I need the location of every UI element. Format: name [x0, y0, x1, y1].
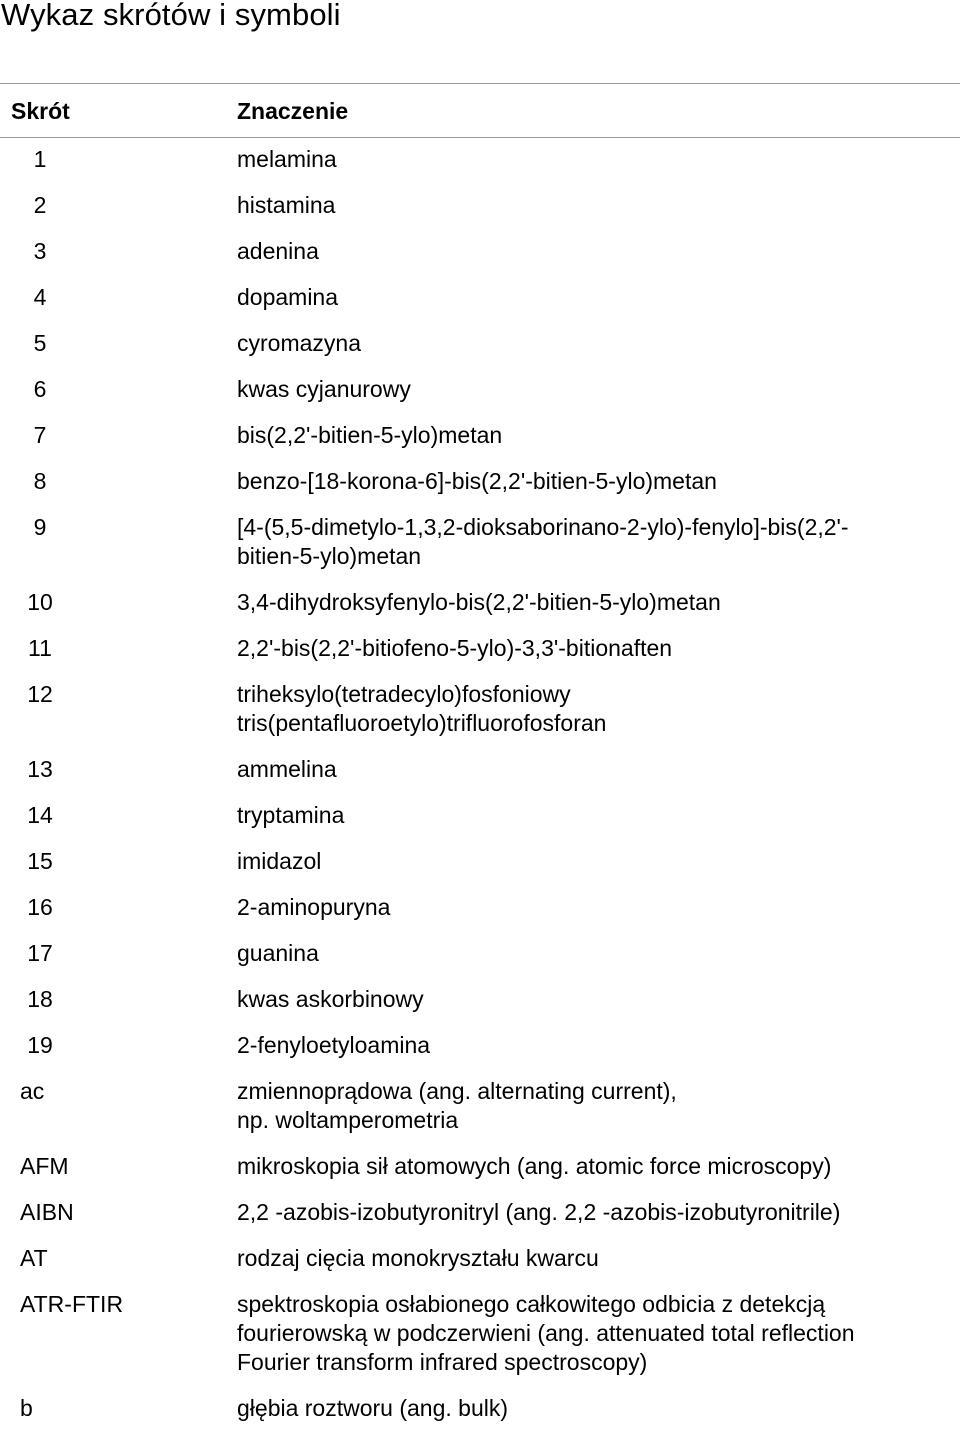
column-header-abbreviation: Skrót	[11, 98, 70, 124]
meaning-line: ammelina	[237, 756, 337, 782]
abbreviation-cell: 17	[27, 940, 53, 966]
abbreviation-cell: 19	[27, 1032, 53, 1058]
table-row	[0, 634, 960, 680]
meaning-cell	[237, 1244, 937, 1273]
table-top-rule	[0, 83, 960, 84]
meaning-cell	[237, 283, 937, 312]
meaning-line: rodzaj cięcia monokryształu kwarcu	[237, 1245, 599, 1271]
abbreviation-cell: 18	[27, 986, 53, 1012]
meaning-line: mikroskopia sił atomowych (ang. atomic force microscopy)	[237, 1153, 832, 1179]
meaning-cell	[237, 1152, 937, 1181]
meaning-line: tryptamina	[237, 802, 345, 828]
table-row	[0, 283, 960, 329]
meaning-cell	[237, 680, 937, 738]
meaning-line: zmiennoprądowa (ang. alternating current),	[237, 1078, 677, 1104]
abbreviation-cell: ac	[20, 1078, 45, 1104]
table-row	[0, 467, 960, 513]
table-row	[0, 513, 960, 588]
meaning-line: Fourier transform infrared spectroscopy)	[237, 1349, 648, 1375]
meaning-cell	[237, 801, 937, 830]
meaning-line: melamina	[237, 146, 337, 172]
meaning-cell	[237, 1077, 937, 1135]
meaning-line: np. woltamperometria	[237, 1107, 459, 1133]
table-row	[0, 421, 960, 467]
abbreviation-cell: 15	[27, 848, 53, 874]
table-row	[0, 893, 960, 939]
meaning-line: bis(2,2'-bitien-5-ylo)metan	[237, 422, 503, 448]
meaning-line: 2-fenyloetyloamina	[237, 1032, 431, 1058]
abbreviation-cell: 7	[33, 422, 47, 448]
abbreviation-cell: 11	[28, 635, 52, 661]
column-header-meaning: Znaczenie	[237, 98, 349, 124]
table-row	[0, 801, 960, 847]
abbreviation-cell: AIBN	[20, 1199, 74, 1225]
meaning-line: bitien-5-ylo)metan	[237, 543, 422, 569]
table-row	[0, 1290, 960, 1394]
table-row	[0, 939, 960, 985]
abbreviation-cell: b	[20, 1395, 33, 1421]
abbreviation-cell: 16	[27, 894, 53, 920]
abbreviation-cell: 14	[27, 802, 53, 828]
abbreviation-cell: 1	[33, 146, 47, 172]
table-row	[0, 145, 960, 191]
meaning-line: spektroskopia osłabionego całkowitego odbicia z detekcją	[237, 1291, 826, 1317]
table-row	[0, 680, 960, 755]
meaning-cell	[237, 421, 937, 450]
meaning-cell	[237, 513, 937, 571]
meaning-line: triheksylo(tetradecylo)fosfoniowy	[237, 681, 571, 707]
meaning-cell	[237, 375, 937, 404]
meaning-line: 2-aminopuryna	[237, 894, 391, 920]
abbreviation-cell: 12	[27, 681, 53, 707]
meaning-line: 3,4-dihydroksyfenylo-bis(2,2'-bitien-5-ylo)metan	[237, 589, 721, 615]
table-row	[0, 985, 960, 1031]
table-header-rule	[0, 137, 960, 138]
table-row	[0, 237, 960, 283]
meaning-line: guanina	[237, 940, 319, 966]
meaning-line: cyromazyna	[237, 330, 361, 356]
abbreviation-cell: AT	[20, 1245, 48, 1271]
meaning-cell	[237, 191, 937, 220]
meaning-cell	[237, 939, 937, 968]
abbreviation-cell: 4	[33, 284, 47, 310]
table-row	[0, 1394, 960, 1440]
meaning-cell	[237, 755, 937, 784]
abbreviation-cell: 13	[27, 756, 53, 782]
meaning-line: fourierowską w podczerwieni (ang. attenuated total reflection	[237, 1320, 855, 1346]
meaning-line: tris(pentafluoroetylo)trifluorofosforan	[237, 710, 607, 736]
meaning-cell	[237, 145, 937, 174]
abbreviation-cell: 6	[33, 376, 47, 402]
meaning-line: głębia roztworu (ang. bulk)	[237, 1395, 509, 1421]
table-row	[0, 1031, 960, 1077]
table-row	[0, 375, 960, 421]
meaning-line: dopamina	[237, 284, 339, 310]
abbreviation-cell: 8	[33, 468, 47, 494]
page-title: Wykaz skrótów i symboli	[1, 0, 341, 32]
abbreviation-cell: AFM	[20, 1153, 69, 1179]
meaning-line: [4-(5,5-dimetylo-1,3,2-dioksaborinano-2-ylo)-fenylo]-bis(2,2'-	[237, 514, 849, 540]
meaning-cell	[237, 329, 937, 358]
table-row	[0, 755, 960, 801]
meaning-line: imidazol	[237, 848, 322, 874]
abbreviation-cell: 10	[27, 589, 53, 615]
meaning-cell	[237, 588, 937, 617]
abbreviation-cell: 9	[33, 514, 47, 540]
table-row	[0, 847, 960, 893]
table-row	[0, 1077, 960, 1152]
meaning-cell	[237, 1290, 937, 1377]
abbreviation-cell: 2	[33, 192, 47, 218]
meaning-cell	[237, 467, 937, 496]
abbreviation-cell: ATR-FTIR	[20, 1291, 124, 1317]
table-row	[0, 1152, 960, 1198]
table-row	[0, 1198, 960, 1244]
table-row	[0, 1244, 960, 1290]
meaning-cell	[237, 1394, 937, 1423]
table-row	[0, 329, 960, 375]
abbreviation-cell: 3	[33, 238, 47, 264]
abbreviation-cell: 5	[33, 330, 47, 356]
meaning-cell	[237, 1031, 937, 1060]
meaning-cell	[237, 237, 937, 266]
meaning-line: kwas cyjanurowy	[237, 376, 411, 402]
meaning-line: 2,2'-bis(2,2'-bitiofeno-5-ylo)-3,3'-bitionaften	[237, 635, 673, 661]
meaning-cell	[237, 893, 937, 922]
meaning-line: kwas askorbinowy	[237, 986, 424, 1012]
meaning-line: histamina	[237, 192, 336, 218]
meaning-cell	[237, 985, 937, 1014]
table-row	[0, 588, 960, 634]
meaning-cell	[237, 847, 937, 876]
meaning-line: adenina	[237, 238, 319, 264]
meaning-line: 2,2 -azobis-izobutyronitryl (ang. 2,2 -azobis-izobutyronitrile)	[237, 1199, 841, 1225]
meaning-cell	[237, 1198, 937, 1227]
meaning-cell	[237, 634, 937, 663]
abbreviation-table-body	[0, 145, 960, 1440]
table-row	[0, 191, 960, 237]
meaning-line: benzo-[18-korona-6]-bis(2,2'-bitien-5-ylo)metan	[237, 468, 717, 494]
